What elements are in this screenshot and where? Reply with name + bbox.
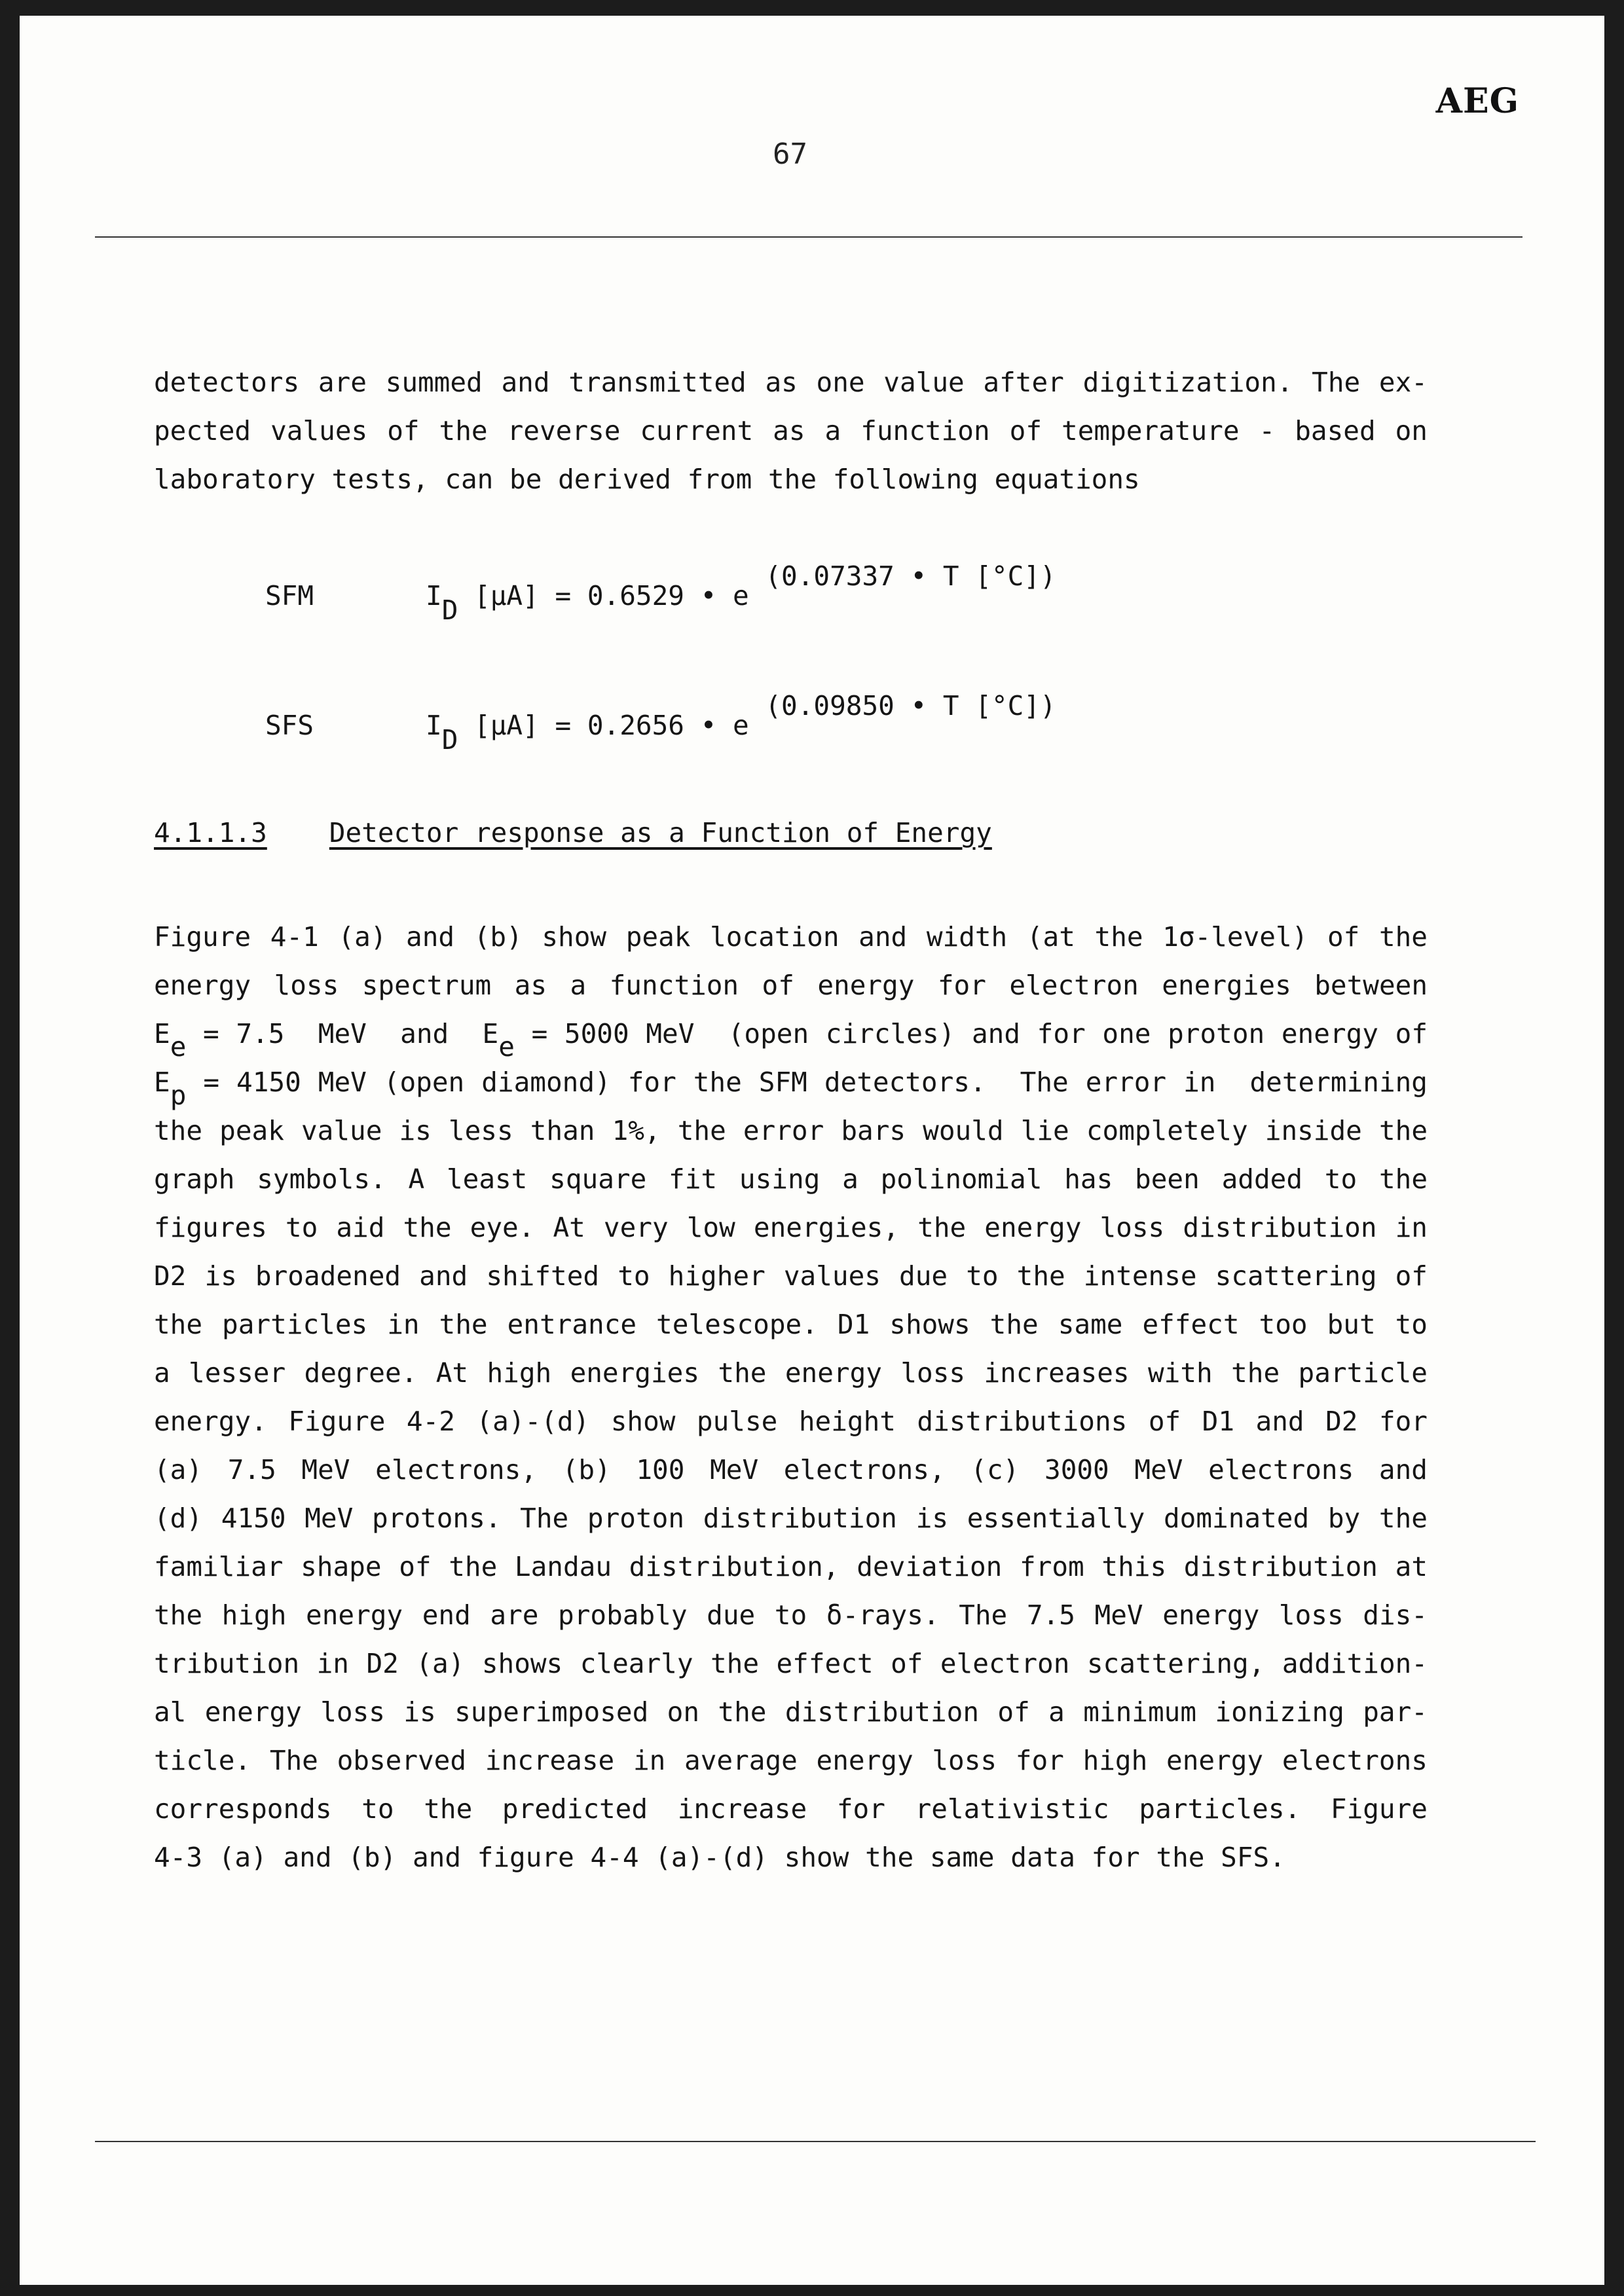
text-run: = 4150 MeV (open diamond) for the SFM detectors. The error in determining [186,1066,1428,1098]
text-line: the peak value is less than 1%, the error bars would lie completely inside the [154,1115,1428,1146]
footer-rule [95,2141,1536,2142]
body-paragraph [154,913,1428,1882]
equation-formula [426,560,1056,626]
text-line: familiar shape of the Landau distribution, deviation from this distribution at [154,1551,1428,1582]
equation-exponent: (0.07337 • T [°C]) [765,560,1056,592]
page-number: 67 [773,137,807,171]
symbol: E [154,1018,170,1049]
subscript: p [170,1080,187,1111]
text-line: (a) 7.5 MeV electrons, (b) 100 MeV electrons, (c) 3000 MeV electrons and [154,1454,1428,1485]
text-line: detectors are summed and transmitted as one value after digitization. The ex- [154,367,1428,398]
text-line: 4-3 (a) and (b) and figure 4-4 (a)-(d) show the same data for the SFS. [154,1842,1285,1873]
text-line: ticle. The observed increase in average energy loss for high energy electrons [154,1745,1428,1776]
text-run: = 7.5 MeV and E [186,1018,499,1049]
equation-label: SFS [265,710,314,741]
subscript: e [498,1031,515,1063]
subscript: e [170,1031,187,1063]
intro-paragraph [154,358,1428,503]
equation-formula [426,690,1056,756]
text-line: energy. Figure 4-2 (a)-(d) show pulse height distributions of D1 and D2 for [154,1406,1428,1437]
text-line: pected values of the reverse current as a function of temperature - based on [154,415,1428,446]
text-line: al energy loss is superimposed on the distribution of a minimum ionizing par- [154,1696,1428,1728]
text-line: figures to aid the eye. At very low energies, the energy loss distribution in [154,1212,1428,1243]
text-line: energy loss spectrum as a function of energy for electron energies between [154,970,1428,1001]
equation-subscript: D [441,724,458,756]
text-line: corresponds to the predicted increase for relativistic particles. Figure [154,1793,1428,1825]
header-rule [95,236,1522,238]
symbol: E [154,1066,170,1098]
equation-body: [µA] = 0.6529 • e [458,580,766,611]
text-line: laboratory tests, can be derived from the following equations [154,464,1140,495]
document-page [20,16,1604,2285]
equation-label: SFM [265,580,314,611]
text-line-energies [154,1010,1428,1063]
text-line-proton [154,1058,1428,1111]
equation-subscript: D [441,594,458,626]
equation-symbol: I [426,710,442,741]
equation-exponent: (0.09850 • T [°C]) [765,690,1056,721]
text-line: D2 is broadened and shifted to higher values due to the intense scattering of [154,1260,1428,1292]
text-line: the particles in the entrance telescope. D1 shows the same effect too but to [154,1309,1428,1340]
text-line: graph symbols. A least square fit using a polinomial has been added to the [154,1163,1428,1195]
section-number: 4.1.1.3 [154,817,267,848]
text-line: tribution in D2 (a) shows clearly the effect of electron scattering, addition- [154,1648,1428,1679]
equation-symbol: I [426,580,442,611]
text-line: the high energy end are probably due to δ-rays. The 7.5 MeV energy loss dis- [154,1599,1428,1631]
section-heading [154,817,992,848]
equation-body: [µA] = 0.2656 • e [458,710,766,741]
section-title: Detector response as a Function of Energy [329,817,992,848]
text-line: a lesser degree. At high energies the energy loss increases with the particle [154,1357,1428,1389]
company-logo: AEG [1435,81,1519,121]
text-run: = 5000 MeV (open circles) and for one proton energy of [514,1018,1428,1049]
text-line: (d) 4150 MeV protons. The proton distribution is essentially dominated by the [154,1503,1428,1534]
text-line: Figure 4-1 (a) and (b) show peak location and width (at the 1σ-level) of the [154,921,1428,953]
